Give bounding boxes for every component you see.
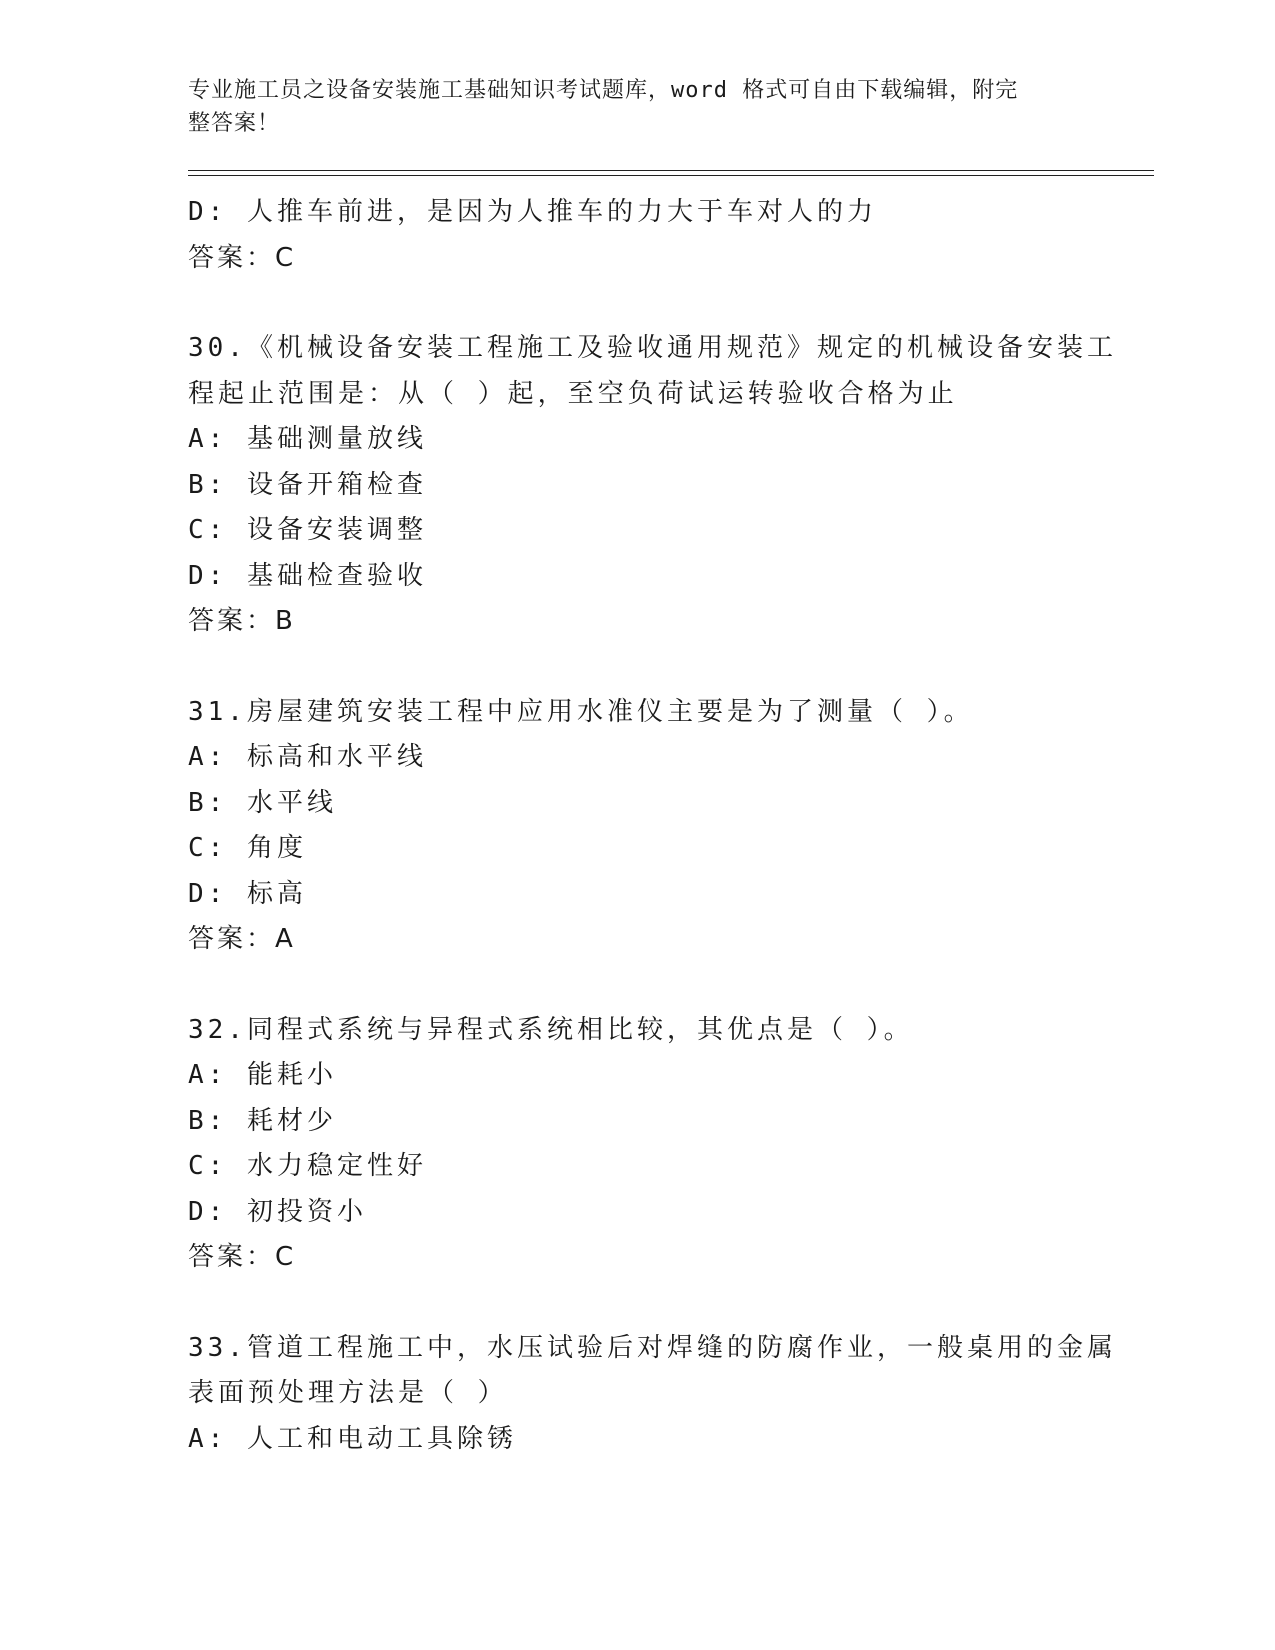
- answer: 答案：C: [188, 1242, 297, 1272]
- answer: 答案：C: [188, 242, 297, 273]
- question-stem: 程起止范围是：从（ ）起，至空负荷试运转验收合格为止: [188, 378, 958, 409]
- question-stem: 33.管道工程施工中，水压试验后对焊缝的防腐作业，一般桌用的金属: [188, 1332, 1117, 1363]
- option-b: B: 耗材少: [188, 1105, 337, 1136]
- question-stem: 32.同程式系统与异程式系统相比较，其优点是（ ）。: [188, 1014, 914, 1045]
- question-32: [188, 1008, 1088, 1281]
- option-b: B: 水平线: [188, 787, 337, 818]
- option-c: C: 角度: [188, 833, 307, 863]
- answer: 答案：B: [188, 606, 296, 636]
- option-d: D: 初投资小: [188, 1196, 367, 1227]
- answer: 答案：A: [188, 924, 296, 954]
- header-line-2: 整答案！: [188, 111, 281, 136]
- question-list: [188, 190, 1117, 1462]
- question-stem: 31.房屋建筑安装工程中应用水准仪主要是为了测量（ ）。: [188, 696, 974, 727]
- question-stem: 表面预处理方法是（ ）: [188, 1378, 508, 1408]
- option-a: A: 基础测量放线: [188, 424, 427, 454]
- option-c: C: 水力稳定性好: [188, 1151, 427, 1181]
- option-b: B: 设备开箱检查: [188, 469, 427, 500]
- header-line-1: 专业施工员之设备安装施工基础知识考试题库，word 格式可自由下载编辑，附完: [188, 78, 1019, 103]
- question-31: [188, 690, 1088, 963]
- header-rule-bottom: [188, 175, 1154, 176]
- option-c: C: 设备安装调整: [188, 515, 427, 545]
- option-a: A: 能耗小: [188, 1060, 337, 1090]
- question-33: [188, 1326, 1117, 1463]
- header-rule-top: [188, 170, 1154, 171]
- option-a: A: 标高和水平线: [188, 742, 427, 772]
- document-header: [188, 74, 1068, 140]
- question-30: [188, 326, 1117, 645]
- question-stem: 30.《机械设备安装工程施工及验收通用规范》规定的机械设备安装工: [188, 333, 1117, 363]
- option-d: D: 人推车前进，是因为人推车的力大于车对人的力: [188, 197, 877, 227]
- option-d: D: 基础检查验收: [188, 560, 427, 591]
- option-a: A: 人工和电动工具除锈: [188, 1423, 517, 1454]
- option-d: D: 标高: [188, 878, 307, 909]
- previous-question-fragment: [188, 190, 1088, 281]
